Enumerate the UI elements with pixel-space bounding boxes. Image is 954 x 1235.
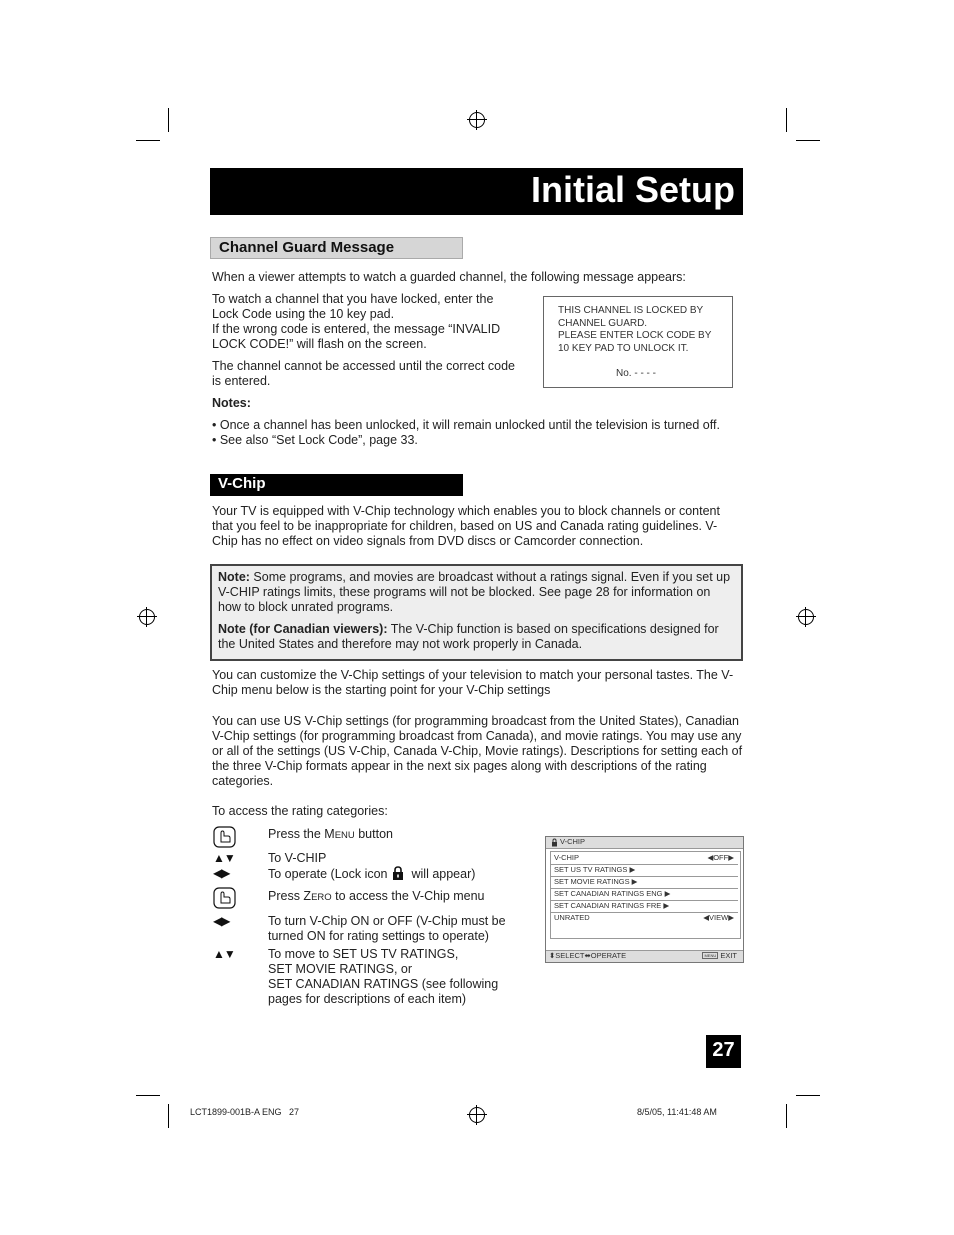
left-right-arrow-icon: ⬌ <box>584 951 591 960</box>
page-title-bar <box>210 168 743 215</box>
arrow-left-icon: ◀ <box>703 913 710 922</box>
lock-icon <box>392 866 404 881</box>
step-press-menu: Press the MENU button <box>268 827 393 841</box>
registration-mark-icon <box>798 609 814 625</box>
note-item: • See also “Set Lock Code”, page 33. <box>212 433 418 447</box>
arrow-right-icon: ▶ <box>728 913 734 922</box>
registration-mark-icon <box>469 112 485 128</box>
channel-guard-intro: When a viewer attempts to watch a guarded channel, the following message appears: <box>212 270 686 284</box>
crop-mark <box>136 1095 160 1096</box>
remote-press-icon <box>213 826 236 848</box>
section-heading-vchip <box>210 474 463 496</box>
up-down-arrow-icon: ▲▼ <box>213 851 235 865</box>
menu-item-unrated[interactable]: UNRATED ◀VIEW▶ <box>554 913 734 922</box>
page-number: 27 <box>712 1039 735 1061</box>
notes-heading: Notes: <box>212 396 251 410</box>
step-operate: To operate (Lock icon will appear) <box>268 867 476 881</box>
registration-mark-icon <box>469 1107 485 1123</box>
vchip-note-box <box>210 564 743 661</box>
locked-channel-screen <box>543 296 733 388</box>
page-number-box <box>706 1035 741 1068</box>
arrow-left-icon: ◀ <box>707 853 714 862</box>
crop-mark <box>796 140 820 141</box>
menu-list <box>550 851 741 939</box>
menu-item-set-canadian-ratings-eng[interactable]: SET CANADIAN RATINGS ENG ▶ <box>551 888 738 901</box>
note-text: Some programs, and movies are broadcast without a ratings signal. Even if you set up V-CHIP ratings limits, these programs will not be blocked. See page 28 for information on how to block unrated programs. <box>218 570 731 614</box>
section-heading-text: V-Chip <box>218 475 266 492</box>
menu-item-set-us-tv-ratings[interactable]: SET US TV RATINGS ▶ <box>551 864 738 877</box>
arrow-right-icon: ▶ <box>663 901 670 910</box>
menu-header <box>546 837 743 849</box>
up-down-arrow-icon: ⬍ <box>549 951 556 960</box>
crop-mark <box>168 108 169 132</box>
arrow-right-icon: ▶ <box>629 865 636 874</box>
crop-mark <box>786 1104 787 1128</box>
menu-item-vchip[interactable]: V-CHIP ◀OFF▶ <box>551 852 738 865</box>
menu-item-set-canadian-ratings-fre[interactable]: SET CANADIAN RATINGS FRE ▶ <box>551 900 738 913</box>
channel-guard-para2: The channel cannot be accessed until the correct code is entered. <box>212 359 515 388</box>
note-text: The V-Chip function is based on specifications designed for the United States and therefore may not work properly in Canada. <box>218 622 719 651</box>
menu-item-set-movie-ratings[interactable]: SET MOVIE RATINGS ▶ <box>551 876 738 889</box>
page-title: Initial Setup <box>530 169 735 210</box>
arrow-right-icon: ▶ <box>728 853 734 862</box>
vchip-usage: You can use US V-Chip settings (for programming broadcast from the United States), Canadian V-Chip settings (for programming broadcast from Canada), and movie ratings. You may use any or all of the settings (US V-Chip, Canada V-Chip, Movie ratings). Descriptions for setting each of the three V-Chip formats appear in the next six pages along with descriptions of the rating categories. <box>212 714 743 788</box>
step-to-vchip: To V-CHIP <box>268 851 327 865</box>
registration-mark-icon <box>139 609 155 625</box>
crop-mark <box>168 1104 169 1128</box>
left-right-arrow-icon: ◀▶ <box>213 914 230 928</box>
note-item: • Once a channel has been unlocked, it will remain unlocked until the television is turned off. <box>212 418 720 432</box>
left-right-arrow-icon: ◀▶ <box>213 866 230 880</box>
locked-channel-message: THIS CHANNEL IS LOCKED BY CHANNEL GUARD. PLEASE ENTER LOCK CODE BY 10 KEY PAD TO UNLOCK IT. <box>558 305 712 354</box>
note-label: Note: <box>218 570 250 584</box>
footer-left: LCT1899-001B-A ENG 27 <box>190 1107 300 1117</box>
up-down-arrow-icon: ▲▼ <box>213 947 235 961</box>
arrow-right-icon: ▶ <box>664 889 671 898</box>
menu-title: V-CHIP <box>560 837 586 846</box>
menu-footer: ⬍SELECT⬌OPERATE MENU EXIT <box>546 950 743 962</box>
vchip-menu-screen <box>545 836 744 963</box>
vchip-note <box>218 570 736 615</box>
section-heading-text: Channel Guard Message <box>219 239 395 256</box>
crop-mark <box>786 108 787 132</box>
lock-code-entry: No. - - - - <box>616 368 656 379</box>
vchip-intro: Your TV is equipped with V-Chip technology which enables you to block channels or content that you feel to be inappropriate for children, based on US and Canada rating guidelines. V-Chip has no effect on video signals from DVD discs or Camcorder connection. <box>212 504 720 548</box>
step-press-zero: Press ZERO to access the V-Chip menu <box>268 889 485 903</box>
remote-press-icon <box>213 887 236 909</box>
lock-icon <box>551 838 558 847</box>
vchip-customize: You can customize the V-Chip settings of your television to match your personal tastes. The V-Chip menu below is the starting point for your V-Chip settings <box>212 668 734 697</box>
crop-mark <box>796 1095 820 1096</box>
footer-right: 8/5/05, 11:41:48 AM <box>637 1107 717 1117</box>
step-toggle-vchip: To turn V-Chip ON or OFF (V-Chip must be turned ON for rating settings to operate) <box>268 914 506 943</box>
menu-key-icon: MENU <box>704 953 717 958</box>
note-label: Note (for Canadian viewers): <box>218 622 388 636</box>
vchip-note-canada <box>218 622 736 652</box>
step-move-ratings: To move to SET US TV RATINGS, SET MOVIE RATINGS, or SET CANADIAN RATINGS (see following pages for descriptions of each item) <box>268 947 499 1006</box>
arrow-right-icon: ▶ <box>631 877 638 886</box>
section-heading-channel-guard <box>210 237 463 259</box>
channel-guard-para1: To watch a channel that you have locked, enter the Lock Code using the 10 key pad. If the wrong code is entered, the message “INVALID LOCK CODE!” will flash on the screen. <box>212 292 501 351</box>
crop-mark <box>136 140 160 141</box>
access-intro: To access the rating categories: <box>212 804 388 818</box>
